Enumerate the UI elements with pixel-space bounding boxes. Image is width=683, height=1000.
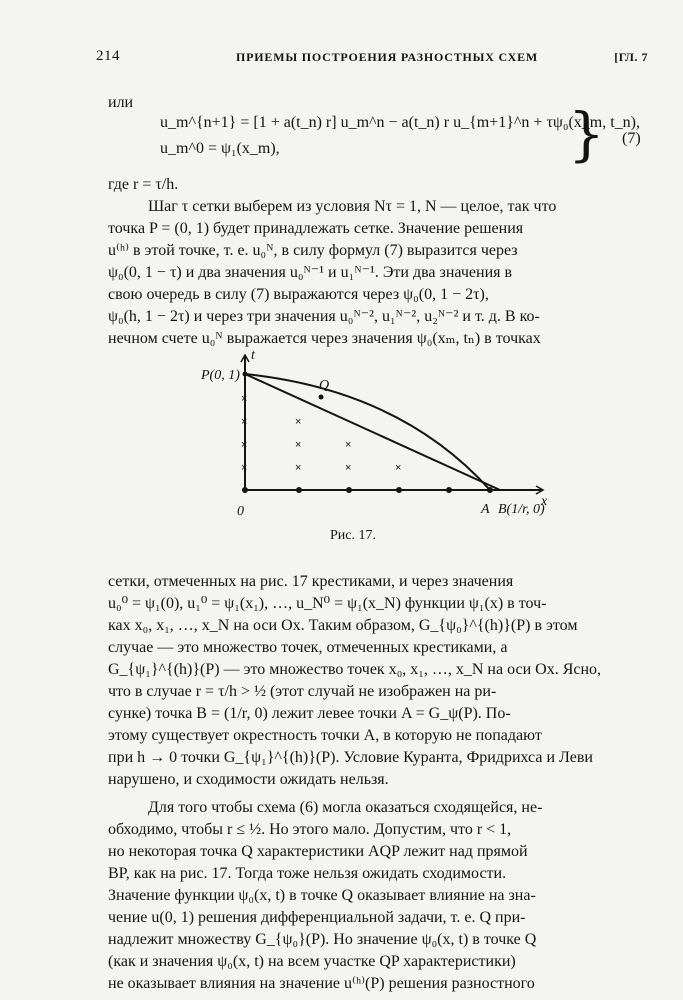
where-text: где r = τ/h. [108, 176, 179, 193]
text-line: сунке) точка B = (1/r, 0) лежит левее точки A = G_ψ(P). По- [108, 705, 511, 722]
equation-line-2: u_m^0 = ψ₁(x_m), [160, 140, 280, 157]
cross-mark: × [345, 439, 352, 451]
text-line: обходимо, чтобы r ≤ ½. Но этого мало. Допустим, что r < 1, [108, 821, 512, 838]
figure-17 [195, 345, 555, 520]
cross-mark: × [241, 416, 248, 428]
text-line: (как и значения ψ₀(x, t) на всем участке QP характеристики) [108, 953, 516, 970]
text-line: ψ₀(h, 1 − 2τ) и через три значения u₀ᴺ⁻², u₁ᴺ⁻², u₂ᴺ⁻² и т. д. В ко- [108, 308, 540, 325]
cross-mark: × [395, 462, 402, 474]
chapter-marker: [ГЛ. 7 [614, 50, 648, 64]
text-line: G_{ψ₁}^{(h)}(P) — это множество точек x₀, x₁, …, x_N на оси Ox. Ясно, [108, 661, 602, 678]
text-line: сетки, отмеченных на рис. 17 крестиками, и через значения [108, 573, 514, 590]
axis-point [346, 487, 352, 493]
text-line: что в случае r = τ/h > ½ (этот случай не изображен на ри- [108, 683, 497, 700]
text-line: свою очередь в силу (7) выражаются через ψ₀(0, 1 − 2τ), [108, 286, 489, 303]
text-line: u⁽ʰ⁾ в этой точке, т. е. u₀ᴺ, в силу формул (7) выразится через [108, 242, 518, 259]
label-t: t [251, 348, 255, 363]
text-line: точка P = (0, 1) будет принадлежать сетке. Значение решения [108, 220, 524, 237]
cross-mark: × [345, 462, 352, 474]
text-line: Значение функции ψ₀(x, t) в точке Q оказывает влияние на зна- [108, 887, 536, 904]
axis-point [296, 487, 302, 493]
cross-mark: × [295, 439, 302, 451]
text-line: нечном счете u₀ᴺ выражается через значения ψ₀(xₘ, tₙ) в точках [108, 330, 541, 347]
cross-mark: × [295, 462, 302, 474]
intro-word: или [108, 94, 134, 111]
equation-line-1: u_m^{n+1} = [1 + a(t_n) r] u_m^n − a(t_n) r u_{m+1}^n + τψ₀(x_m, t_n), [160, 114, 641, 131]
text-line: ψ₀(0, 1 − τ) и два значения u₀ᴺ⁻¹ и u₁ᴺ⁻¹. Эти два значения в [108, 264, 513, 281]
text-line: Шаг τ сетки выберем из условия Nτ = 1, N — целое, так что [148, 198, 557, 215]
text-line: при h → 0 точки G_{ψ₁}^{(h)}(P). Условие Куранта, Фридрихса и Леви [108, 749, 593, 766]
text-line: BP, как на рис. 17. Тогда тоже нельзя ожидать сходимости. [108, 865, 507, 882]
text-line: этому существует окрестность точки A, в которую не попадают [108, 727, 542, 744]
point-p [243, 372, 248, 377]
equation-number: (7) [622, 130, 641, 147]
label-q: Q [319, 378, 330, 393]
axis-point [487, 487, 493, 493]
label-p: P(0, 1) [201, 368, 240, 383]
axis-point [242, 487, 248, 493]
text-line: чение u(0, 1) решения дифференциальной задачи, т. е. Q при- [108, 909, 526, 926]
text-line: Для того чтобы схема (6) могла оказаться сходящейся, не- [148, 799, 543, 816]
cross-mark: × [241, 462, 248, 474]
text-line: u₀⁰ = ψ₁(0), u₁⁰ = ψ₁(x₁), …, u_N⁰ = ψ₁(x_N) функции ψ₁(x) в точ- [108, 595, 547, 612]
cross-mark: × [241, 439, 248, 451]
text-line: нарушено, и сходимости ожидать нельзя. [108, 771, 389, 788]
text-line: надлежит множеству G_{ψ₀}(P). Но значение ψ₀(x, t) в точке Q [108, 931, 537, 948]
running-title: ПРИЕМЫ ПОСТРОЕНИЯ РАЗНОСТНЫХ СХЕМ [236, 50, 539, 64]
label-b: B(1/r, 0) [498, 502, 545, 517]
text-line: случае — это множество точек, отмеченных крестиками, а [108, 639, 508, 656]
cross-mark: × [241, 393, 248, 405]
text-line: не оказывает влияния на значение u⁽ʰ⁾(P) решения разностного [108, 975, 535, 992]
cross-mark: × [295, 416, 302, 428]
page-number: 214 [96, 48, 120, 64]
equation-brace: } [568, 100, 605, 168]
label-origin: 0 [237, 504, 244, 519]
axis-point [396, 487, 402, 493]
text-line: ках x₀, x₁, …, x_N на оси Ox. Таким образом, G_{ψ₀}^{(h)}(P) в этом [108, 617, 578, 634]
running-header [96, 48, 648, 70]
label-x: x [541, 494, 548, 509]
figure-caption: Рис. 17. [330, 528, 376, 543]
text-line: но некоторая точка Q характеристики AQP лежит над прямой [108, 843, 528, 860]
axis-point [446, 487, 452, 493]
line-bp [245, 374, 500, 490]
point-q [319, 395, 324, 400]
label-a: A [481, 502, 490, 517]
